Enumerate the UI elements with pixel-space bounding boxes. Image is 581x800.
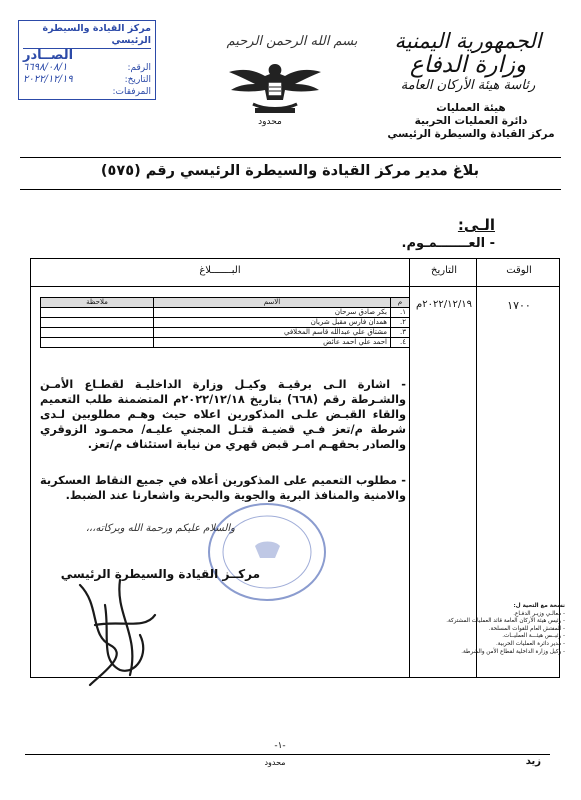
- table-row: [41, 308, 410, 318]
- date-header: التاريخ: [431, 265, 457, 276]
- report-time: ١٧٠٠: [507, 299, 531, 312]
- distribution-list: [395, 603, 565, 656]
- outgoing-stamp: [18, 20, 156, 100]
- time-header: الوقت: [506, 265, 532, 276]
- recipient-value: - العـــــــمـوم.: [401, 236, 495, 251]
- report-header: البـــــــلاغ: [199, 265, 241, 276]
- classification-bottom: محدود: [264, 758, 286, 767]
- distribution-item: - المفتش العام للقوات المسلحة.: [488, 625, 565, 632]
- distribution-item: - وكيل وزارة الداخلية لقطاع الأمن والشرطة.: [461, 648, 565, 655]
- table-row: [41, 318, 410, 328]
- person-name: احمد علي احمد عائض: [154, 338, 391, 348]
- name-header: الاسم: [154, 298, 391, 308]
- basmala: بسم الله الرحمن الرحيم: [226, 34, 358, 49]
- distribution-item: - رئيــس هيئـــة العمليــات.: [502, 633, 565, 640]
- divider: [20, 189, 561, 190]
- official-seal-icon: [205, 500, 330, 605]
- stamp-attachments-row: [23, 86, 151, 98]
- table-header-row: [41, 298, 410, 308]
- unit-line: هيئة العمليات: [436, 102, 506, 114]
- typist-initials: زيد: [525, 756, 541, 767]
- stamp-number-label: الرقم:: [127, 63, 151, 73]
- handwritten-signature-icon: [60, 575, 180, 695]
- distribution-item: - مدير دائرة العمليات الحربية.: [495, 640, 565, 647]
- table-row: [41, 328, 410, 338]
- letterhead: [373, 30, 563, 94]
- stamp-number-value: ٦٦٩٨/٠٨/١: [23, 62, 68, 73]
- divider: [20, 157, 561, 158]
- stamp-title: مركز القيادة والسيطرة الرئيسي: [23, 23, 151, 49]
- stamp-attachments-label: المرفقات:: [112, 87, 151, 97]
- issuing-authority: مركــز القيادة والسيطرة الرئيسي: [60, 567, 260, 581]
- report-paragraph-2: - مطلوب التعميم على المذكورين أعلاه في جميع النقاط العسكرية والامنية والمنافذ البرية والجوية والبحرية واشعارنا عند الضبط.: [40, 474, 406, 502]
- row-notes: [41, 308, 154, 318]
- classification-top: محدود: [258, 117, 282, 127]
- notes-header: ملاحظة: [41, 298, 154, 308]
- row-number: ٢.: [391, 318, 410, 328]
- distribution-title: نسخة مع التحية ل:: [513, 603, 565, 609]
- document-subject: بلاغ مدير مركز القيادة والسيطرة الرئيسي رقم (٥٧٥): [100, 163, 480, 179]
- stamp-date-label: التاريخ:: [124, 75, 151, 85]
- row-notes: [41, 338, 154, 348]
- report-date: ٢٠٢٢/١٢/١٩م: [416, 299, 472, 310]
- recipient-label: الـى:: [457, 216, 495, 234]
- row-number: ٤.: [391, 338, 410, 348]
- closing-salutation: والسلام عليكم ورحمة الله وبركاته،،،: [85, 523, 235, 534]
- report-paragraph-1: - اشارة الـى برقيـة وكيـل وزارة الداخليـة لقطـاع الأمـن والشـرطة رقم (٦٦٨) بتاريخ ٢٠٢٢/١٢/١٨م المتضمنة طلب التعميم والقاء القبـض علـى المذكورين اعلاه حيث وهـم مطلوبين لـدى شرطة م/تعز فـي قضيـة قتـل المجني عليـه/ محمـود الزوقري والصادر بحقهـم امـر قبض قهري من نيابة استئناف م/تعز.: [40, 378, 406, 451]
- stamp-outgoing-label: الصــادر: [23, 48, 74, 63]
- header-divider: [31, 286, 559, 287]
- row-number: ٣.: [391, 328, 410, 338]
- unit-line: مركز القيادة والسيطرة الرئيسي: [387, 128, 555, 140]
- person-name: بكر صادق سرحان: [154, 308, 391, 318]
- person-name: همدان فارس مقبل شريان: [154, 318, 391, 328]
- row-number: ١.: [391, 308, 410, 318]
- num-header: م: [391, 298, 410, 308]
- row-notes: [41, 318, 154, 328]
- person-name: مشتاق علي عبدالله قاسم المخلافي: [154, 328, 391, 338]
- general-staff-name: رئاسة هيئة الأركان العامة: [400, 78, 536, 93]
- unit-line: دائرة العمليات الحربية: [414, 115, 528, 127]
- yemen-eagle-emblem-icon: [225, 56, 325, 116]
- wanted-persons-table: [40, 297, 410, 348]
- footer-divider: [25, 754, 550, 755]
- stamp-date-value: ٢٠٢٢/١٢/١٩: [23, 74, 73, 85]
- issuing-units: [386, 102, 556, 141]
- stamp-date-row: [23, 74, 151, 86]
- republic-name: الجمهورية اليمنية: [394, 29, 542, 53]
- page-number: -١-: [274, 741, 286, 751]
- row-notes: [41, 328, 154, 338]
- ministry-name: وزارة الدفاع: [409, 52, 527, 78]
- table-row: [41, 338, 410, 348]
- stamp-number-row: [23, 62, 151, 74]
- distribution-item: - رئيس هيئة الأركان العامة قائد العمليات المشتركة.: [446, 618, 565, 625]
- distribution-item: - معالـي وزيـر الدفـاع.: [513, 610, 565, 617]
